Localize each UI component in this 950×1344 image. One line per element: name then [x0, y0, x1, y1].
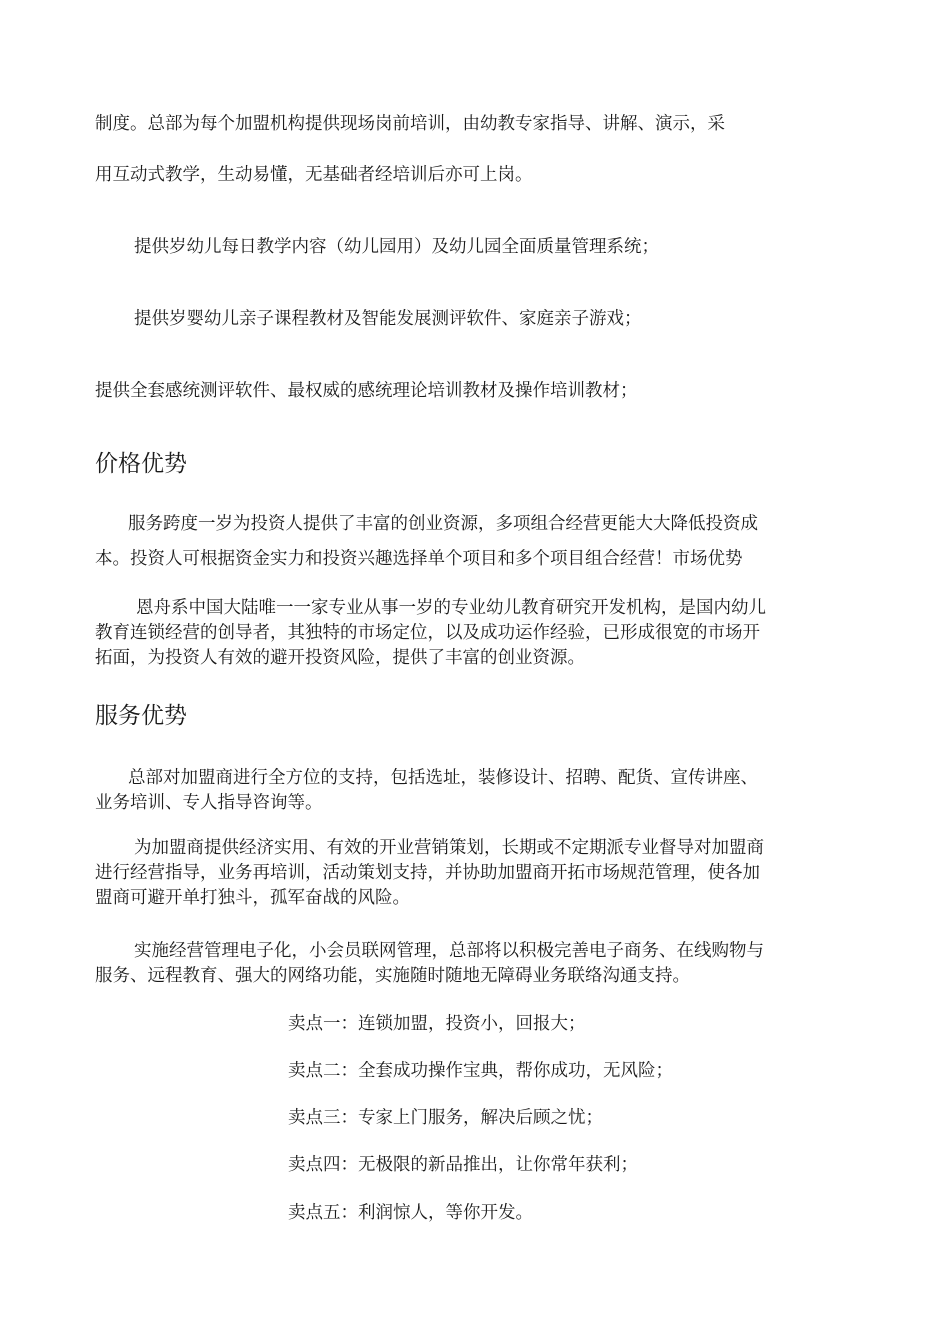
price-paragraph-1-line-2: 本。投资人可根据资金实力和投资兴趣选择单个项目和多个项目组合经营！市场优势 [95, 549, 743, 569]
intro-item-1: 提供岁幼儿每日教学内容（幼儿园用）及幼儿园全面质量管理系统； [134, 237, 659, 257]
intro-item-2: 提供岁婴幼儿亲子课程教材及智能发展测评软件、家庭亲子游戏； [134, 309, 642, 329]
service-paragraph-3-line-2: 服务、远程教育、强大的网络功能，实施随时随地无障碍业务联络沟通支持。 [95, 966, 690, 986]
selling-point: 卖点二：全套成功操作宝典，帮你成功，无风险； [288, 1061, 673, 1081]
selling-point: 卖点一：连锁加盟，投资小，回报大； [288, 1014, 586, 1034]
price-heading: 价格优势 [95, 451, 187, 477]
service-paragraph-2-line-1: 为加盟商提供经济实用、有效的开业营销策划，长期或不定期派专业督导对加盟商 [134, 838, 764, 858]
intro-line-1: 制度。总部为每个加盟机构提供现场岗前培训，由幼教专家指导、讲解、演示，采 [95, 114, 725, 134]
price-paragraph-2-line-3: 拓面，为投资人有效的避开投资风险，提供了丰富的创业资源。 [95, 648, 585, 668]
intro-item-3: 提供全套感统测评软件、最权威的感统理论培训教材及操作培训教材； [95, 381, 638, 401]
selling-point: 卖点五：利润惊人，等你开发。 [288, 1203, 533, 1223]
intro-line-2: 用互动式教学，生动易懂，无基础者经培训后亦可上岗。 [95, 165, 533, 185]
price-paragraph-1-line-1: 服务跨度一岁为投资人提供了丰富的创业资源，多项组合经营更能大大降低投资成 [128, 514, 758, 534]
selling-point: 卖点三：专家上门服务，解决后顾之忧； [288, 1108, 603, 1128]
service-paragraph-1-line-2: 业务培训、专人指导咨询等。 [95, 793, 323, 813]
price-paragraph-2-line-1: 恩舟系中国大陆唯一一家专业从事一岁的专业幼儿教育研究开发机构，是国内幼儿 [136, 598, 766, 618]
service-paragraph-3-line-1: 实施经营管理电子化，小会员联网管理，总部将以积极完善电子商务、在线购物与 [134, 941, 764, 961]
service-paragraph-1-line-1: 总部对加盟商进行全方位的支持，包括选址，装修设计、招聘、配货、宣传讲座、 [128, 768, 758, 788]
service-heading: 服务优势 [95, 703, 187, 729]
service-paragraph-2-line-3: 盟商可避开单打独斗，孤军奋战的风险。 [95, 888, 410, 908]
service-paragraph-2-line-2: 进行经营指导，业务再培训，活动策划支持，并协助加盟商开拓市场规范管理，使各加 [95, 863, 760, 883]
price-paragraph-2-line-2: 教育连锁经营的创导者，其独特的市场定位，以及成功运作经验，已形成很宽的市场开 [95, 623, 760, 643]
selling-point: 卖点四：无极限的新品推出，让你常年获利； [288, 1155, 638, 1175]
